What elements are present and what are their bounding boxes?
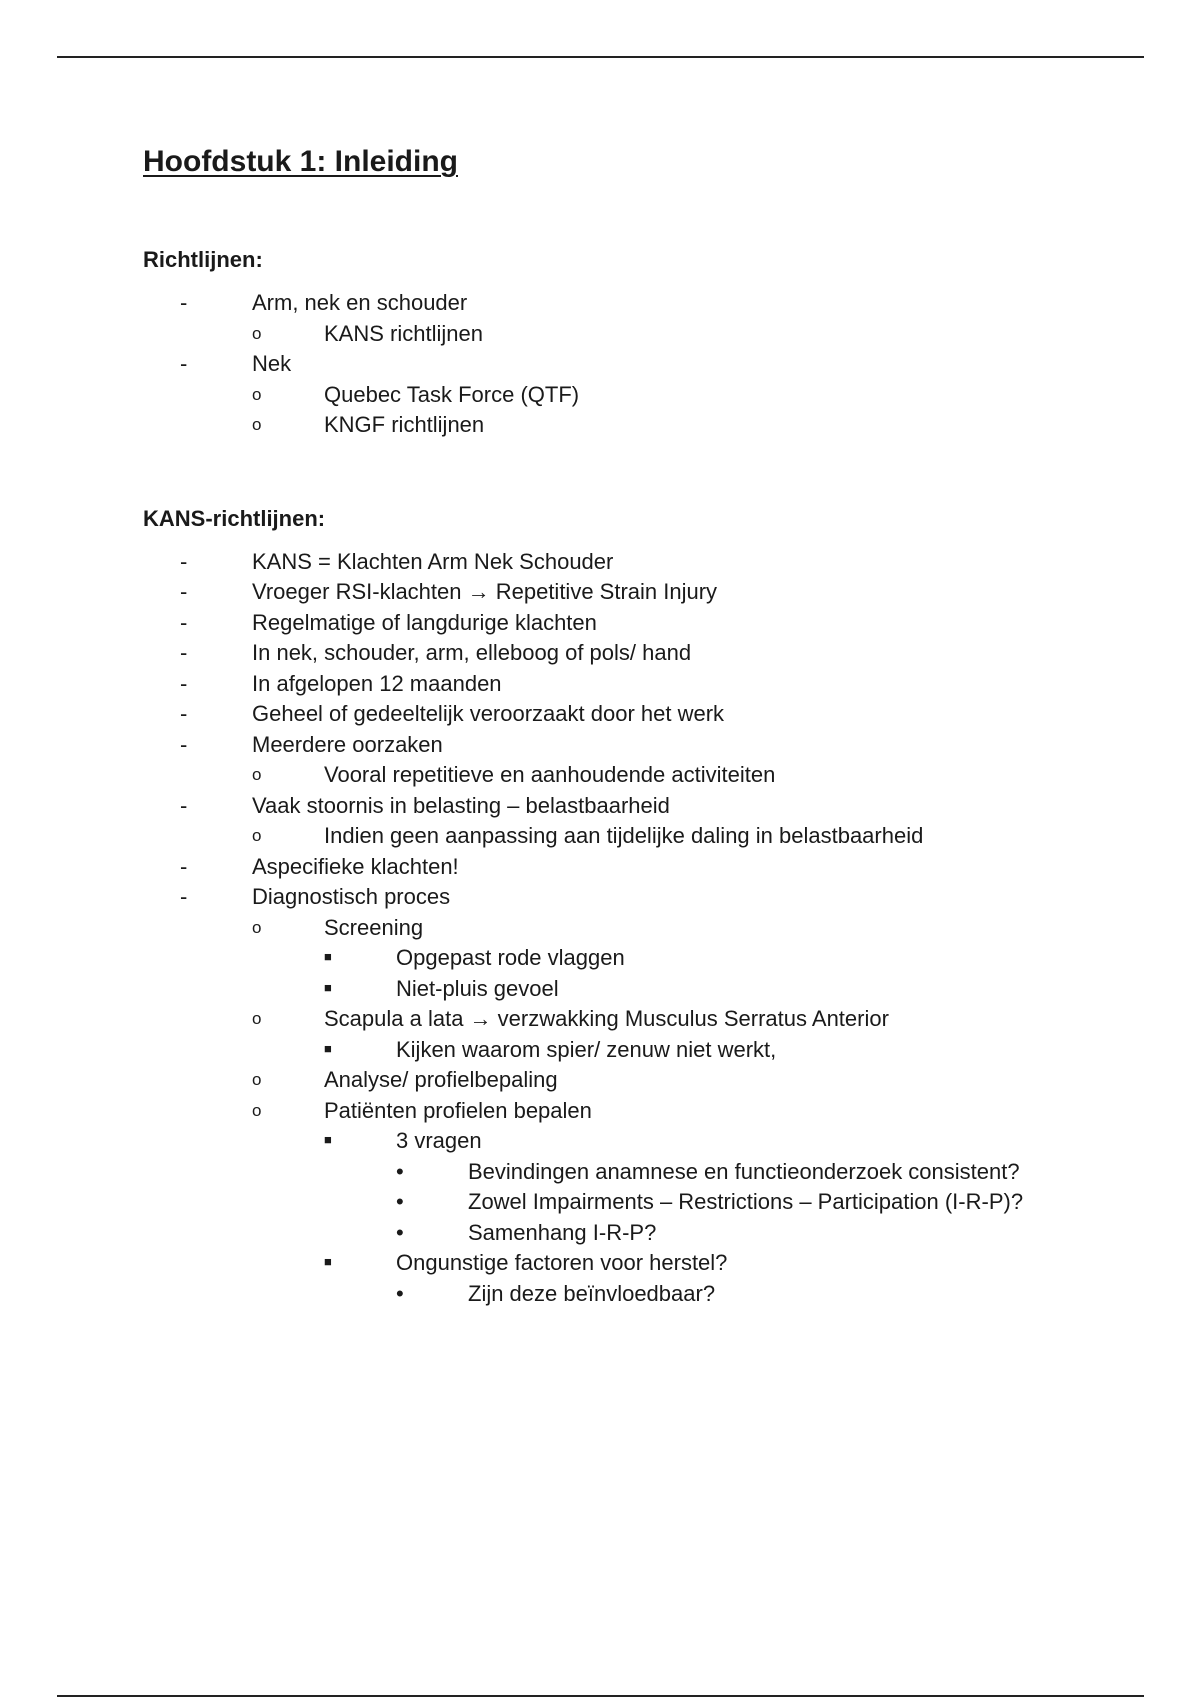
list-item: [143, 974, 1143, 1005]
list-item: [143, 882, 1143, 913]
list-item-text: Nek: [252, 351, 292, 376]
list-item: [143, 913, 1143, 944]
circle-bullet-icon: o: [252, 1070, 262, 1089]
list-item: [143, 1096, 1143, 1127]
dash-bullet-icon: -: [180, 670, 188, 696]
list-item: [143, 608, 1143, 639]
list-item-text: Opgepast rode vlaggen: [396, 945, 625, 970]
list-item-text: In nek, schouder, arm, elleboog of pols/ hand: [252, 640, 692, 665]
list-item: [143, 577, 1143, 608]
list-item: [143, 1035, 1143, 1066]
dash-bullet-icon: -: [180, 290, 188, 315]
list-item: [143, 821, 1143, 852]
circle-bullet-icon: o: [252, 826, 262, 845]
list-item: [143, 1157, 1143, 1188]
circle-bullet-icon: o: [252, 1009, 262, 1028]
list-item-text: KANS richtlijnen: [324, 320, 483, 346]
list-item-text: Vooral repetitieve en aanhoudende activiteiten: [324, 762, 776, 787]
list-item-text: In afgelopen 12 maanden: [252, 670, 502, 696]
dash-bullet-icon: -: [180, 548, 188, 574]
list-item-text: Samenhang I-R-P?: [468, 1219, 657, 1245]
list-item-text: Indien geen aanpassing aan tijdelijke daling in belastbaarheid: [324, 823, 924, 848]
list-item-text: Geheel of gedeeltelijk veroorzaakt door het werk: [252, 701, 725, 726]
list-item-text: Analyse/ profielbepaling: [324, 1067, 558, 1092]
list-item: [143, 943, 1143, 974]
list-item-text: Patiënten profielen bepalen: [324, 1097, 592, 1123]
list-item: [143, 1004, 1143, 1035]
list-item: [143, 410, 1143, 441]
square-bullet-icon: ■: [324, 1132, 332, 1147]
dash-bullet-icon: -: [180, 853, 188, 879]
list-item: [143, 669, 1143, 700]
dash-bullet-icon: -: [180, 609, 188, 635]
list-item: [143, 349, 1143, 380]
dash-bullet-icon: -: [180, 792, 188, 818]
footer-rule: [57, 1695, 1144, 1697]
list-item: [143, 852, 1143, 883]
list-item-text: Vaak stoornis in belasting – belastbaarheid: [252, 792, 670, 818]
dash-bullet-icon: -: [180, 884, 188, 909]
circle-bullet-icon: o: [252, 765, 262, 784]
list-item-text: Diagnostisch proces: [252, 884, 451, 909]
circle-bullet-icon: o: [252, 917, 262, 937]
dash-bullet-icon: -: [180, 640, 188, 665]
circle-bullet-icon: o: [252, 1100, 262, 1120]
section-heading-kans-richtlijnen: KANS-richtlijnen:: [143, 505, 326, 531]
dash-bullet-icon: -: [180, 579, 188, 604]
list-item-text: Kijken waarom spier/ zenuw niet werkt,: [396, 1036, 777, 1062]
list-item: [143, 1126, 1143, 1157]
list-item: [143, 1218, 1143, 1249]
list-item-text: Ongunstige factoren voor herstel?: [396, 1250, 728, 1275]
list-item-text: KANS = Klachten Arm Nek Schouder: [252, 548, 614, 574]
list-item: [143, 380, 1143, 411]
list-item: [143, 288, 1143, 319]
list-item-text: Quebec Task Force (QTF): [324, 381, 580, 407]
dash-bullet-icon: -: [180, 701, 188, 726]
bullet-bullet-icon: •: [396, 1189, 404, 1214]
list-item: [143, 1187, 1143, 1218]
square-bullet-icon: ■: [324, 1254, 332, 1269]
kans-richtlijnen-list: [143, 547, 1143, 1310]
bullet-bullet-icon: •: [396, 1219, 404, 1245]
list-item-text: Regelmatige of langdurige klachten: [252, 609, 597, 635]
square-bullet-icon: ■: [324, 979, 332, 995]
square-bullet-icon: ■: [324, 1040, 332, 1056]
circle-bullet-icon: o: [252, 384, 262, 404]
list-item: [143, 547, 1143, 578]
list-item-text: Meerdere oorzaken: [252, 731, 443, 757]
list-item-text: Arm, nek en schouder: [252, 290, 468, 315]
list-item: [143, 1248, 1143, 1279]
list-item-text: Niet-pluis gevoel: [396, 975, 559, 1001]
bullet-bullet-icon: •: [396, 1280, 404, 1306]
circle-bullet-icon: o: [252, 415, 262, 434]
bullet-bullet-icon: •: [396, 1158, 404, 1184]
dash-bullet-icon: -: [180, 351, 188, 376]
page-title: Hoofdstuk 1: Inleiding: [143, 145, 458, 178]
circle-bullet-icon: o: [252, 323, 262, 343]
list-item-text: Screening: [324, 914, 424, 940]
list-item: [143, 730, 1143, 761]
list-item: [143, 1279, 1143, 1310]
list-item-text: Vroeger RSI-klachten → Repetitive Strain Injury: [252, 579, 718, 604]
list-item-text: Aspecifieke klachten!: [252, 853, 459, 879]
list-item-text: Bevindingen anamnese en functieonderzoek consistent?: [468, 1158, 1020, 1184]
section-heading-richtlijnen: Richtlijnen:: [143, 247, 263, 272]
dash-bullet-icon: -: [180, 731, 188, 757]
list-item: [143, 319, 1143, 350]
list-item: [143, 791, 1143, 822]
list-item: [143, 699, 1143, 730]
list-item-text: KNGF richtlijnen: [324, 412, 485, 437]
richtlijnen-list: [143, 288, 1143, 441]
list-item-text: Zowel Impairments – Restrictions – Participation (I-R-P)?: [468, 1189, 1024, 1214]
header-rule: [57, 56, 1144, 58]
list-item: [143, 760, 1143, 791]
list-item-text: Zijn deze beïnvloedbaar?: [468, 1280, 716, 1306]
list-item: [143, 638, 1143, 669]
list-item-text: 3 vragen: [396, 1128, 482, 1153]
list-item-text: Scapula a lata → verzwakking Musculus Serratus Anterior: [324, 1006, 889, 1031]
document-body: [143, 138, 1143, 1309]
list-item: [143, 1065, 1143, 1096]
square-bullet-icon: ■: [324, 949, 332, 964]
